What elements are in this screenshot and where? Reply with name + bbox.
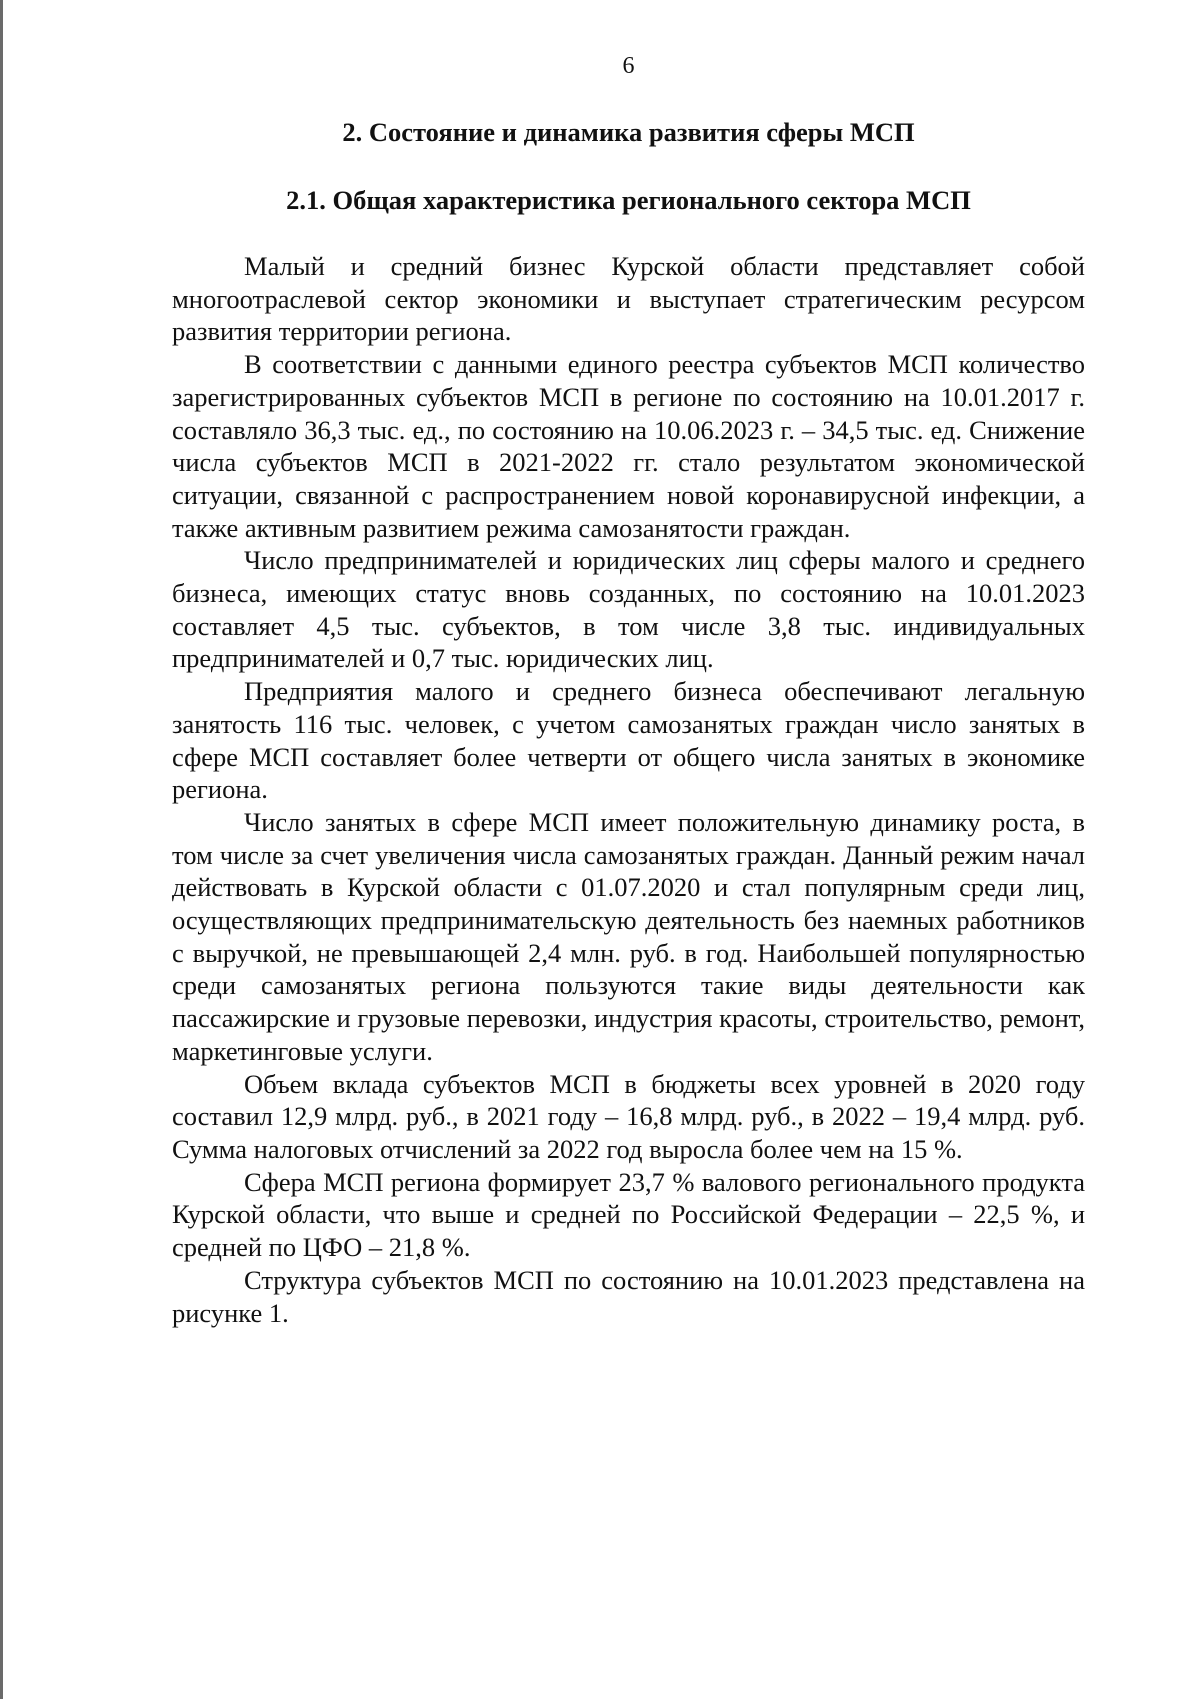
paragraph-registry: В соответствии с данными единого реестра субъектов МСП количество зарегистрированных субъектов МСП в регионе по состоянию на 10.01.2017 г. составляло 36,3 тыс. ед., по состоянию на 10.06.2023 г. – 34,5 тыс. ед. Снижение числа субъектов МСП в 2021-2022 гг. стало результатом экономической ситуации, связанной с распространением новой коронавирусной инфекции, а также активным развитием режима самозанятости граждан. (172, 349, 1085, 543)
page-number: 6 (622, 53, 635, 79)
paragraph-new-entities: Число предпринимателей и юридических лиц сферы малого и среднего бизнеса, имеющих статус вновь созданных, по состоянию на 10.01.2023 составляет 4,5 тыс. субъектов, в том числе 3,8 тыс. индивидуальных предпринимателей и 0,7 тыс. юридических лиц. (172, 545, 1085, 674)
paragraph-intro: Малый и средний бизнес Курской области представляет собой многоотраслевой сектор экономики и выступает стратегическим ресурсом развития территории региона. (172, 251, 1085, 347)
paragraph-self-employed: Число занятых в сфере МСП имеет положительную динамику роста, в том числе за счет увеличения числа самозанятых граждан. Данный режим начал действовать в Курской области с 01.07.2020 и стал популярным среди лиц, осуществляющих предпринимательскую деятельность без наемных работников с выручкой, не превышающей 2,4 млн. руб. в год. Наибольшей популярностью среди самозанятых региона пользуются такие виды деятельности как пассажирские и грузовые перевозки, индустрия красоты, строительство, ремонт, маркетинговые услуги. (172, 806, 1085, 1066)
paragraph-employment: Предприятия малого и среднего бизнеса обеспечивают легальную занятость 116 тыс. человек, с учетом самозанятых граждан число занятых в сфере МСП составляет более четверти от общего числа занятых в экономике региона. (172, 676, 1085, 805)
paragraph-grp: Сфера МСП региона формирует 23,7 % валового регионального продукта Курской области, что выше и средней по Российской Федерации – 22,5 %, и средней по ЦФО – 21,8 %. (172, 1166, 1085, 1263)
page-edge-line (0, 0, 3, 1699)
subsection-title: 2.1. Общая характеристика регионального сектора МСП (286, 185, 971, 215)
paragraph-budget: Объем вклада субъектов МСП в бюджеты всех уровней в 2020 году составил 12,9 млрд. руб., в 2021 году – 16,8 млрд. руб., в 2022 – 19,4 млрд. руб. Сумма налоговых отчислений за 2022 год выросла более чем на 15 %. (172, 1068, 1085, 1164)
paragraph-structure: Структура субъектов МСП по состоянию на 10.01.2023 представлена на рисунке 1. (172, 1264, 1085, 1328)
document-page (172, 52, 1085, 1329)
section-title: 2. Состояние и динамика развития сферы МСП (342, 117, 915, 147)
